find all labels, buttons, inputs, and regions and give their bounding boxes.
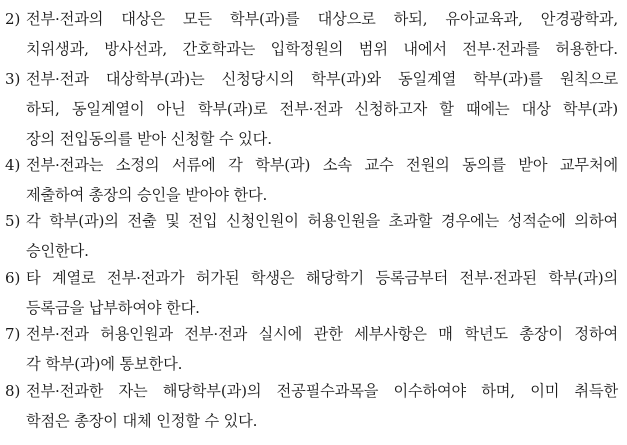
item-text-line: 등록금을 납부하여야 한다. (26, 299, 200, 317)
item-text-line: 전부·전과 허용인원과 전부·전과 실시에 관한 세부사항은 매 학년도 총장이 정하여 (26, 325, 618, 343)
item-text-line: 전부·전과의 대상은 모든 학부(과)를 대상으로 하되, 유아교육과, 안경광학과, (26, 10, 618, 28)
item-number: 3) (5, 70, 21, 88)
item-text-line: 승인한다. (26, 242, 89, 260)
item-number: 5) (5, 212, 21, 230)
item-text-line: 전부·전과한 자는 해당학부(과)의 전공필수과목을 이수하여야 하며, 이미 취득한 (26, 382, 618, 400)
item-text-line: 각 학부(과)에 통보한다. (26, 355, 183, 373)
item-number: 4) (5, 156, 21, 174)
item-text-line: 각 학부(과)의 전출 및 전입 신청인원이 허용인원을 초과할 경우에는 성적순에 의하여 (26, 212, 618, 230)
item-text-line: 타 계열로 전부·전과가 허가된 학생은 해당학기 등록금부터 전부·전과된 학부(과)의 (26, 269, 618, 287)
item-text-line: 치위생과, 방사선과, 간호학과는 입학정원의 범위 내에서 전부·전과를 허용한다. (26, 40, 618, 58)
item-text-line: 전부·전과는 소정의 서류에 각 학부(과) 소속 교수 전원의 동의를 받아 교무처에 (26, 156, 618, 174)
item-text-line: 장의 전입동의를 받아 신청할 수 있다. (26, 130, 272, 148)
item-text-line: 제출하여 총장의 승인을 받아야 한다. (26, 186, 268, 204)
item-number: 6) (5, 269, 21, 287)
item-text-line: 학점은 총장이 대체 인정할 수 있다. (26, 412, 258, 430)
item-text-line: 하되, 동일계열이 아닌 학부(과)로 전부·전과 신청하고자 할 때에는 대상 학부(과) (26, 100, 618, 118)
item-text-line: 전부·전과 대상학부(과)는 신청당시의 학부(과)와 동일계열 학부(과)를 원칙으로 (26, 70, 618, 88)
item-number: 8) (5, 382, 21, 400)
item-number: 7) (5, 325, 21, 343)
item-number: 2) (5, 10, 21, 28)
